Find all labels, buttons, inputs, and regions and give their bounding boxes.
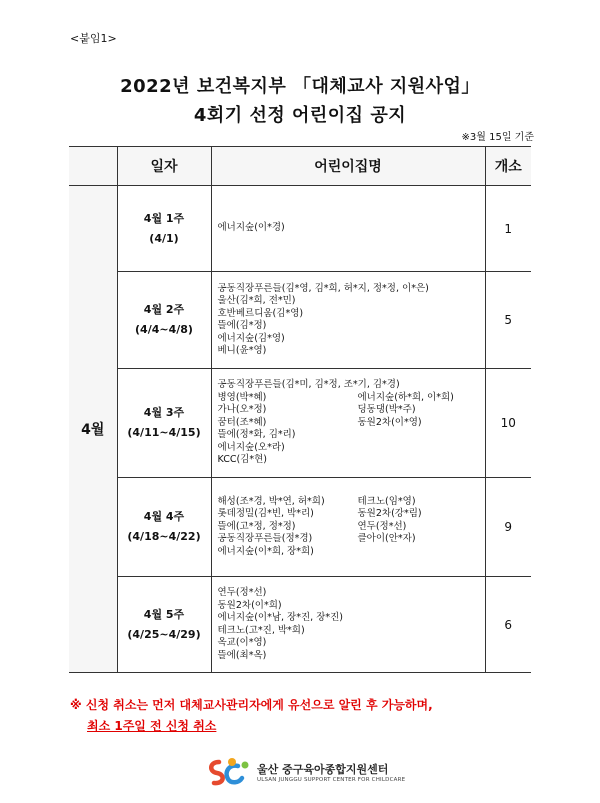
- week-range: (4/25~4/29): [127, 627, 201, 641]
- list-item: 에너지숲(하*희, 이*희): [357, 391, 454, 403]
- list-item: 뜰에(김*정): [217, 320, 267, 331]
- table-header-row: [69, 147, 531, 186]
- header-date: 일자: [117, 147, 211, 186]
- daycare-names: [211, 272, 485, 369]
- org-name-english: ULSAN JUNGGU SUPPORT CENTER FOR CHILDCARE: [257, 777, 406, 783]
- week-cell: [117, 272, 211, 369]
- list-item: 테크노(고*진, 박*희): [217, 624, 305, 636]
- week-cell: [117, 478, 211, 577]
- week-range: (4/18~4/22): [127, 530, 201, 543]
- count-cell: 10: [485, 369, 531, 478]
- list-item: 연두(정*선): [357, 520, 407, 532]
- week-cell: [117, 186, 211, 272]
- list-item: 에너지숲(오*라): [217, 441, 285, 453]
- week-label: 4월 5주: [143, 607, 185, 621]
- list-item: 롯데정밀(김*빈, 박*리): [217, 508, 314, 520]
- list-item: 호반베르디움(김*영): [217, 307, 304, 319]
- list-item: 에너지숲(이*희, 장*희): [217, 545, 314, 557]
- week-range: (4/11~4/15): [127, 426, 201, 439]
- list-item: 가나(오*정): [217, 404, 267, 416]
- daycare-names: [211, 186, 485, 272]
- table-row: [69, 478, 531, 577]
- list-item: 공동직장푸른들(김*영, 김*희, 허*지, 정*정, 이*은): [217, 282, 429, 294]
- org-name-korean: 울산 중구육아종합지원센터: [257, 763, 389, 776]
- list-item: 클아이(안*자): [357, 533, 416, 545]
- week-range: (4/4~4/8): [135, 323, 193, 336]
- org-name: [257, 761, 405, 783]
- count-cell: 6: [485, 577, 531, 673]
- header-blank: [69, 147, 117, 186]
- list-item: 베니(윤*영): [217, 345, 267, 356]
- list-item: 연두(정*선): [217, 587, 267, 598]
- week-cell: [117, 369, 211, 478]
- list-item: 해성(조*경, 박*연, 허*희): [217, 495, 325, 507]
- list-item: 동원2차(이*영): [357, 416, 422, 428]
- list-item: 테크노(임*영): [357, 495, 416, 507]
- basis-date: ※3월 15일 기준: [461, 132, 534, 143]
- table-row: [69, 272, 531, 369]
- count-cell: 5: [485, 272, 531, 369]
- table-row: [69, 186, 531, 272]
- week-range: (4/1): [149, 231, 179, 245]
- notice-text-2: 최소 1주일 전 신청 취소: [87, 719, 217, 733]
- header-count: 개소: [485, 147, 531, 186]
- notice-mark: ※: [70, 698, 82, 712]
- count-cell: 9: [485, 478, 531, 577]
- list-item: 뜰에(고*정, 정*정): [217, 520, 296, 532]
- list-item: 에너지숲(김*영): [217, 332, 285, 344]
- list-item: 뜰에(정*화, 김*리): [217, 429, 296, 441]
- attachment-label: <붙임1>: [70, 32, 117, 45]
- list-item: KCC(김*현): [217, 454, 267, 466]
- week-cell: [117, 577, 211, 673]
- week-label: 4월 3주: [143, 406, 185, 419]
- list-item: 울산(김*희, 전*민): [217, 295, 296, 306]
- list-item: 동원2차(강*림): [357, 508, 422, 520]
- week-label: 4월 2주: [143, 303, 185, 316]
- week-label: 4월 4주: [143, 510, 185, 523]
- page-subtitle: 4회기 선정 어린이집 공지: [193, 105, 407, 126]
- header-name: 어린이집명: [211, 147, 485, 186]
- table-row: [69, 577, 531, 673]
- list-item: 뜰에(최*옥): [217, 649, 267, 661]
- list-item: 옥교(이*영): [217, 637, 267, 648]
- daycare-names: [211, 369, 485, 478]
- list-item: 공동직장푸른들(김*미, 김*정, 조*기, 김*경): [217, 379, 400, 391]
- footer-org: [205, 756, 405, 788]
- selection-table: [69, 146, 531, 673]
- list-item: 병영(박*혜): [217, 391, 267, 403]
- list-item: 에너지숲(이*남, 장*진, 장*진): [217, 612, 344, 623]
- cancellation-notice: [70, 695, 433, 737]
- notice-text-1: 신청 취소는 먼저 대체교사관리자에게 유선으로 알린 후 가능하며,: [85, 698, 433, 712]
- week-label: 4월 1주: [143, 211, 185, 225]
- center-logo-icon: [205, 756, 251, 788]
- daycare-names: [211, 478, 485, 577]
- list-item: 공동직장푸른들(정*경): [217, 533, 313, 545]
- list-item: 동원2차(이*희): [217, 599, 282, 611]
- table-row: [69, 369, 531, 478]
- notice-line-1: [70, 695, 433, 716]
- page-title: 2022년 보건복지부 「대체교사 지원사업」: [120, 76, 480, 97]
- list-item: 딩동댕(박*주): [357, 404, 416, 416]
- daycare-names: [211, 577, 485, 673]
- count-cell: 1: [485, 186, 531, 272]
- list-item: 꿈터(조*혜): [217, 416, 267, 428]
- list-item: 에너지숲(이*경): [217, 222, 285, 234]
- month-cell: 4월: [69, 186, 117, 673]
